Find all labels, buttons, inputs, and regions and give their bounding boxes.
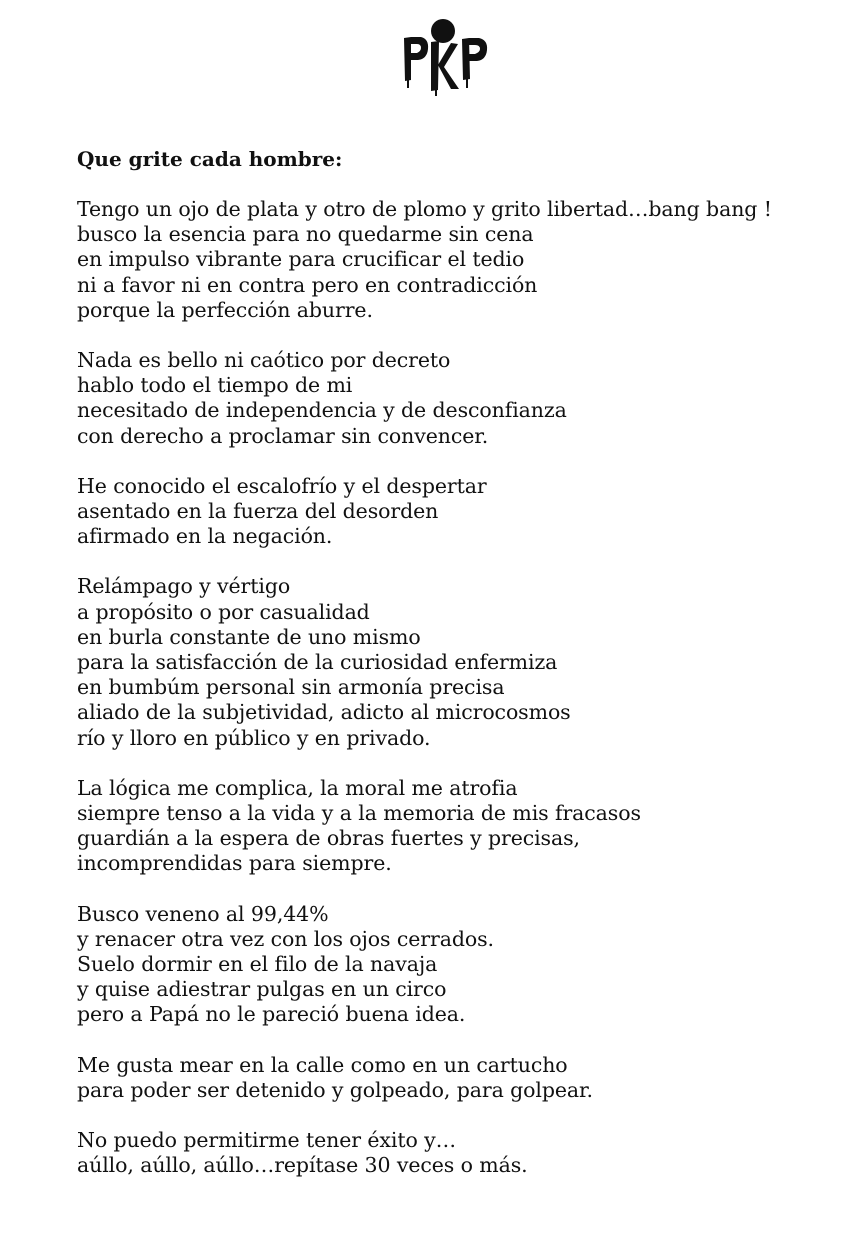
logo-dot	[431, 19, 455, 43]
logo-letter-k	[431, 41, 459, 91]
poem-line: siempre tenso a la vida y a la memoria de mis fracasos	[77, 801, 641, 826]
logo-letter-p2	[462, 38, 487, 80]
poem-line: y quise adiestrar pulgas en un circo	[77, 977, 447, 1002]
poem-line: busco la esencia para no quedarme sin cena	[77, 222, 534, 247]
poem-line: aliado de la subjetividad, adicto al microcosmos	[77, 700, 571, 725]
poem-line: hablo todo el tiempo de mi	[77, 373, 353, 398]
poem-line: He conocido el escalofrío y el despertar	[77, 473, 487, 498]
poem-line: porque la perfección aburre.	[77, 297, 373, 322]
poem-line: para la satisfacción de la curiosidad enfermiza	[77, 650, 558, 675]
poem-line: asentado en la fuerza del desorden	[77, 499, 439, 524]
poem-line: aúllo, aúllo, aúllo…repítase 30 veces o más.	[77, 1153, 528, 1178]
poem-line: Nada es bello ni caótico por decreto	[77, 348, 451, 373]
poem-line: necesitado de independencia y de desconfianza	[77, 398, 567, 423]
poem-line: para poder ser detenido y golpeado, para golpear.	[77, 1077, 593, 1102]
poem-line: afirmado en la negación.	[77, 524, 333, 549]
poem-line: en impulso vibrante para crucificar el tedio	[77, 247, 525, 272]
poem-line: Me gusta mear en la calle como en un cartucho	[77, 1052, 568, 1077]
poem-line: La lógica me complica, la moral me atrofia	[77, 775, 518, 800]
stanza	[77, 776, 817, 877]
poem-line: pero a Papá no le pareció buena idea.	[77, 1002, 466, 1027]
poem-line: guardián a la espera de obras fuertes y precisas,	[77, 826, 580, 851]
poem-line: No puedo permitirme tener éxito y…	[77, 1128, 457, 1153]
poem-line: con derecho a proclamar sin convencer.	[77, 423, 489, 448]
poem-line: Suelo dormir en el filo de la navaja	[77, 952, 438, 977]
stanza	[77, 1128, 817, 1178]
stanza	[77, 197, 817, 323]
poem-line: Busco veneno al 99,44%	[77, 901, 329, 926]
poem-title: Que grite cada hombre:	[77, 147, 343, 171]
poem-line: Relámpago y vértigo	[77, 574, 291, 599]
poem-line: río y lloro en público y en privado.	[77, 725, 431, 750]
logo-drip	[466, 79, 468, 88]
pkp-logo-graphic	[402, 18, 492, 98]
logo-drip	[407, 80, 409, 88]
poem	[77, 147, 817, 1204]
poem-line: a propósito o por casualidad	[77, 599, 370, 624]
stanza	[77, 348, 817, 449]
stanza	[77, 902, 817, 1028]
stanza	[77, 474, 817, 550]
poem-line: en bumbúm personal sin armonía precisa	[77, 675, 505, 700]
pkp-logo	[402, 18, 492, 98]
poem-line: incomprendidas para siempre.	[77, 851, 392, 876]
poem-line: ni a favor ni en contra pero en contradicción	[77, 272, 538, 297]
logo-letter-p1	[404, 37, 428, 81]
poem-line: y renacer otra vez con los ojos cerrados.	[77, 926, 494, 951]
stanza	[77, 574, 817, 750]
poem-line: en burla constante de uno mismo	[77, 624, 421, 649]
logo-drip	[435, 90, 437, 96]
poem-line: Tengo un ojo de plata y otro de plomo y grito libertad…bang bang !	[77, 197, 772, 221]
stanza	[77, 1053, 817, 1103]
